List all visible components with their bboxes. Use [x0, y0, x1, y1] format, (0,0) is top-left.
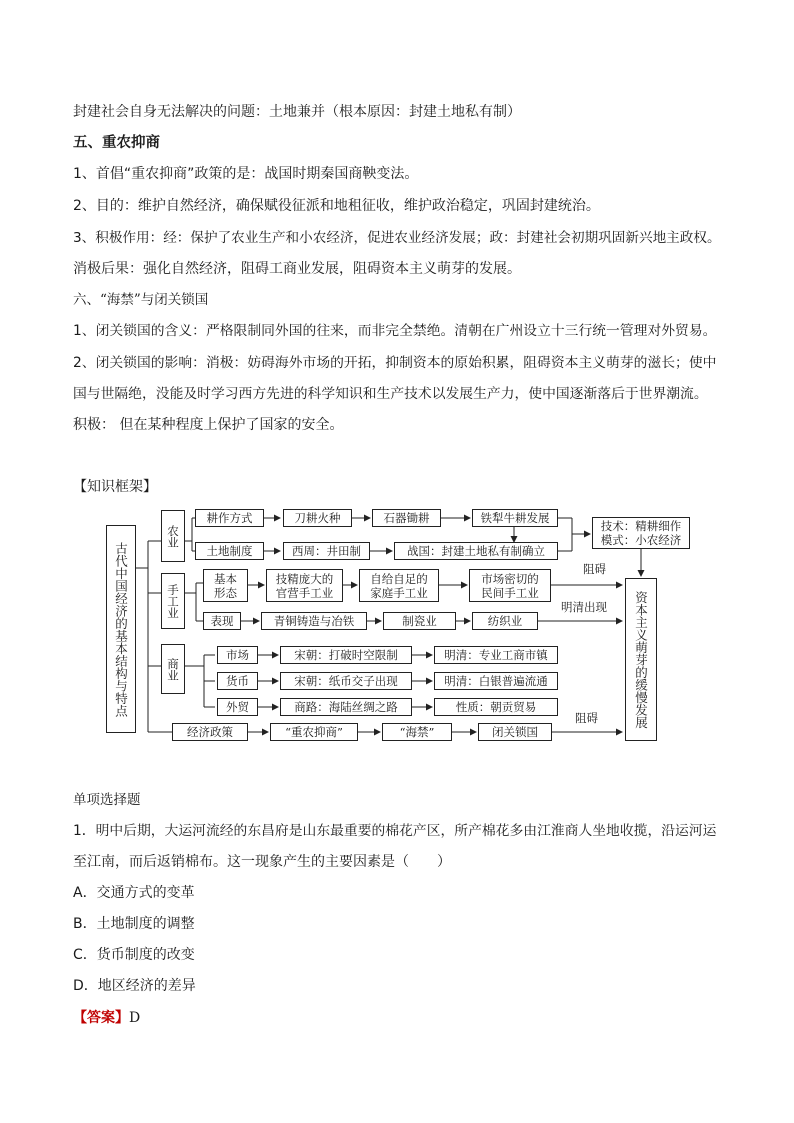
option-c: C．货币制度的改变 — [73, 947, 195, 963]
diagram-root-label: 古代中国经济的基本结构与特点 — [113, 541, 129, 717]
node-qingtong: 青铜铸造与冶铁 — [261, 612, 367, 630]
section-heading: 单项选择题 — [73, 792, 141, 808]
node-agriculture-label: 农业 — [166, 524, 180, 548]
node-song1: 宋朝：打破时空限制 — [280, 646, 412, 664]
node-shanglu: 商路：海陆丝绸之路 — [280, 698, 412, 716]
node-xingzhi: 性质：朝贡贸易 — [434, 698, 558, 716]
node-ming2: 明清：白银普遍流通 — [434, 672, 558, 690]
answer-tag: 【答案】 — [73, 1010, 129, 1026]
node-zhongnong: “重农抑商” — [270, 723, 358, 741]
node-huobi: 货币 — [217, 672, 258, 690]
node-guanying-line1: 技精庞大的 — [275, 571, 334, 586]
label-zuai-2: 阻碍 — [575, 711, 598, 725]
node-xizhou: 西周：井田制 — [283, 542, 370, 560]
diagram-right-node — [625, 578, 657, 741]
node-jiben-line1: 基本 — [214, 571, 237, 586]
text-line: 3、积极作用：经：保护了农业生产和小农经济，促进农业经济发展；政：封建社会初期巩固新兴地主政权。 — [73, 230, 721, 246]
text-line: 封建社会自身无法解决的问题：土地兼并（根本原因：封建土地私有制） — [73, 104, 521, 120]
text-line: 消极后果：强化自然经济，阻碍工商业发展，阻碍资本主义萌芽的发展。 — [73, 261, 521, 277]
question-text: 至江南，而后返销棉布。这一现象产生的主要因素是（ ） — [73, 854, 451, 870]
node-handicraft-label: 手工业 — [166, 583, 180, 619]
text-line: 国与世隔绝，没能及时学习西方先进的科学知识和生产技术以发展生产力，使中国逐渐落后于世界潮流。 — [73, 386, 708, 402]
text-line: 2、闭关锁国的影响：消极：妨碍海外市场的开拓，抑制资本的原始积累，阻碍资本主义萌芽的滋长；使中 — [73, 355, 717, 371]
node-biaoxian: 表现 — [203, 612, 241, 630]
diagram-root-node — [106, 525, 136, 733]
node-ming1: 明清：专业工商市镇 — [434, 646, 558, 664]
node-tudi: 土地制度 — [195, 542, 264, 560]
node-commerce — [161, 644, 185, 694]
node-jiben-line2: 形态 — [214, 585, 237, 600]
node-guanying-line2: 官营手工业 — [275, 585, 334, 600]
node-jiating-line1: 自给自足的 — [370, 571, 428, 586]
node-guanying — [266, 569, 343, 602]
framework-label: 【知识框架】 — [73, 479, 157, 495]
text-line: 积极： 但在某种程度上保护了国家的安全。 — [73, 417, 344, 433]
option-a: A．交通方式的变革 — [73, 885, 195, 901]
node-minjian-line2: 民间手工业 — [481, 585, 539, 600]
text-line: 1、首倡“重农抑商”政策的是：战国时期秦国商鞅变法。 — [73, 166, 419, 182]
node-agriculture — [161, 510, 185, 562]
node-zhici: 制瓷业 — [383, 612, 456, 630]
node-daogeng: 刀耕火种 — [283, 509, 352, 527]
text-line: 1、闭关锁国的含义：严格限制同外国的往来，而非完全禁绝。清朝在广州设立十三行统一管理对外贸易。 — [73, 323, 717, 339]
section-heading: 六、“海禁”与闭关锁国 — [73, 292, 209, 308]
node-biguan: 闭关锁国 — [478, 723, 552, 741]
node-tieli: 铁犁牛耕发展 — [472, 509, 558, 527]
option-d: D．地区经济的差异 — [73, 978, 196, 994]
node-minjian-line1: 市场密切的 — [481, 571, 539, 586]
node-jiating-line2: 家庭手工业 — [370, 585, 428, 600]
node-jiating — [359, 569, 439, 602]
option-b: B．土地制度的调整 — [73, 916, 195, 932]
node-handicraft — [161, 573, 185, 629]
node-jishu-line2: 模式：小农经济 — [600, 533, 682, 547]
node-minjian — [469, 569, 551, 602]
node-haijin: “海禁” — [382, 723, 452, 741]
node-gengzuo: 耕作方式 — [195, 509, 264, 527]
node-jingji: 经济政策 — [172, 723, 248, 741]
label-mingqing: 明清出现 — [561, 600, 607, 614]
node-shiqi: 石器锄耕 — [372, 509, 441, 527]
section-heading: 五、重农抑商 — [73, 135, 160, 151]
answer-value: D — [129, 1010, 141, 1026]
node-zhanguo: 战国：封建土地私有制确立 — [394, 542, 558, 560]
node-jiben — [203, 569, 248, 602]
label-zuai-1: 阻碍 — [583, 562, 606, 576]
node-waimao: 外贸 — [217, 698, 258, 716]
question-text: 1．明中后期，大运河流经的东昌府是山东最重要的棉花产区，所产棉花多由江淮商人坐地收揽，沿运河运 — [73, 823, 717, 839]
node-fangzhi: 纺织业 — [472, 612, 538, 630]
node-jishu — [592, 517, 690, 549]
node-commerce-label: 商业 — [166, 657, 180, 681]
node-shichang: 市场 — [217, 646, 258, 664]
node-jishu-line1: 技术：精耕细作 — [600, 519, 682, 533]
text-line: 2、目的：维护自然经济，确保赋役征派和地租征收，维护政治稳定，巩固封建统治。 — [73, 198, 600, 214]
node-song2: 宋朝：纸币交子出现 — [280, 672, 412, 690]
diagram-right-label: 资本主义萌芽的缓慢发展 — [633, 590, 649, 729]
answer-line — [73, 1008, 140, 1028]
